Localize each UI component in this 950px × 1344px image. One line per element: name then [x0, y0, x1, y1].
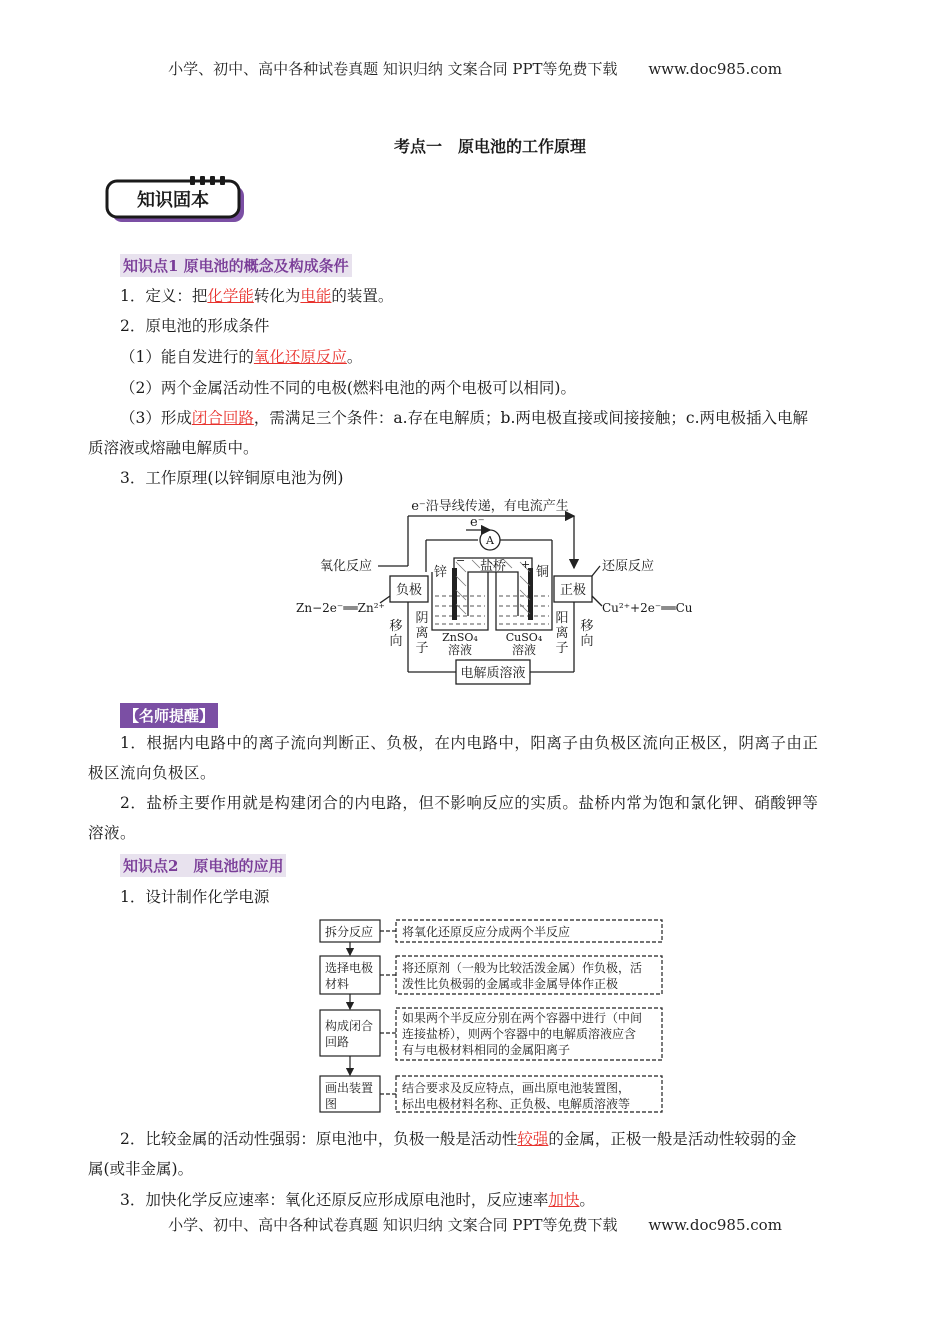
condition-3-cont: 质溶液或熔融电解质中。 — [88, 439, 259, 457]
desc-4b: 标出电极材料名称、正负极、电解质溶液等 — [402, 1097, 631, 1111]
right-move-label: 移向 — [580, 619, 594, 649]
minus-sign: − — [456, 554, 466, 567]
text: 。 — [346, 348, 363, 366]
oxidation-label: 氧化反应 — [320, 559, 373, 574]
condition-2: （2）两个金属活动性不同的电极(燃料电池的两个电极可以相同)。 — [120, 379, 576, 397]
anion-label: 阴离子 — [415, 611, 429, 656]
cuso4-label: CuSO₄ — [505, 631, 543, 644]
text: （3）形成 — [120, 409, 192, 427]
step-4b: 图 — [325, 1097, 338, 1111]
answer-chemical-energy: 化学能 — [207, 287, 254, 305]
answer-electric-energy: 电能 — [300, 287, 332, 305]
text: 1．定义：把 — [120, 287, 208, 305]
text: 。 — [579, 1191, 595, 1209]
step-4a: 画出装置 — [325, 1081, 374, 1095]
definition-line — [120, 281, 393, 311]
desc-1: 将氧化还原反应分成两个半反应 — [402, 925, 571, 939]
page-footer — [0, 1214, 950, 1235]
step-2b: 材料 — [325, 977, 350, 991]
footer-text: 小学、初中、高中各种试卷真题 知识归纳 文案合同 PPT等免费下载 — [168, 1216, 618, 1234]
section2-heading: 知识点2 原电池的应用 — [120, 854, 286, 877]
header-text: 小学、初中、高中各种试卷真题 知识归纳 文案合同 PPT等免费下载 — [168, 60, 618, 78]
desc-2a: 将还原剂（一般为比较活泼金属）作负极，活 — [402, 961, 643, 975]
step-2a: 选择电极 — [325, 961, 374, 975]
copper-equation: Cu²⁺+2e⁻══Cu — [602, 601, 693, 615]
answer-faster: 加快 — [548, 1191, 580, 1209]
tip-2-cont: 溶液。 — [88, 824, 137, 842]
znso4-label: ZnSO₄ — [442, 631, 478, 644]
text: （1）能自发进行的 — [120, 348, 254, 366]
tip-1: 1．根据内电路中的离子流向判断正、负极，在内电路中，阳离子由负极区流向正极区，阴离子由正 — [120, 734, 819, 752]
section1-heading: 知识点1 原电池的概念及构成条件 — [120, 254, 352, 277]
app-compare — [120, 1124, 796, 1154]
plus-sign: + — [521, 558, 531, 571]
answer-redox: 氧化还原反应 — [253, 348, 347, 366]
principle-title: 3．工作原理(以锌铜原电池为例) — [120, 469, 344, 487]
text: 的装置。 — [331, 287, 394, 305]
negative-label: 负极 — [395, 583, 423, 598]
badge-text: 知识固本 — [137, 190, 209, 211]
text: 转化为 — [253, 287, 301, 305]
zinc-label: 锌 — [434, 565, 448, 580]
app-compare-cont: 属(或非金属)。 — [88, 1160, 194, 1178]
desc-4a: 结合要求及反应特点，画出原电池装置图， — [402, 1081, 631, 1095]
header-url[interactable]: www.doc985.com — [648, 60, 782, 78]
step-3a: 构成闭合 — [325, 1019, 374, 1033]
page-title: 考点一 原电池的工作原理 — [393, 137, 586, 156]
condition-3 — [120, 403, 808, 433]
design-title: 1．设计制作化学电源 — [120, 888, 270, 906]
knowledge-badge — [104, 176, 246, 224]
desc-3a: 如果两个半反应分别在两个容器中进行（中间 — [402, 1011, 643, 1025]
galvanic-cell-diagram — [290, 496, 710, 692]
tip-1-cont: 极区流向负极区。 — [88, 764, 217, 782]
cu-solution-label: 溶液 — [511, 643, 537, 657]
app-speed — [120, 1185, 595, 1215]
text: 3．加快化学反应速率：氧化还原反应形成原电池时，反应速率 — [120, 1191, 549, 1209]
desc-3b: 连接盐桥），则两个容器中的电解质溶液应含 — [402, 1027, 637, 1041]
footer-url[interactable]: www.doc985.com — [648, 1216, 782, 1234]
left-move-label: 移向 — [389, 619, 403, 649]
zn-solution-label: 溶液 — [447, 643, 473, 657]
conditions-title: 2．原电池的形成条件 — [120, 317, 270, 335]
tip-2: 2．盐桥主要作用就是构建闭合的内电路，但不影响反应的实质。盐桥内常为饱和氯化钾、硝酸钾等 — [120, 794, 819, 812]
answer-stronger: 较强 — [517, 1130, 549, 1148]
text: ，需满足三个条件：a.存在电解质；b.两电极直接或间接接触；c.两电极插入电解 — [253, 409, 809, 427]
copper-label: 铜 — [536, 565, 550, 580]
reduction-label: 还原反应 — [602, 559, 655, 574]
page-header — [0, 58, 950, 79]
zinc-equation: Zn−2e⁻══Zn²⁺ — [296, 601, 385, 615]
salt-bridge-label: 盐桥 — [479, 559, 507, 574]
desc-2b: 泼性比负极弱的金属或非金属导体作正极 — [402, 977, 619, 991]
ammeter-label: A — [486, 534, 494, 547]
tips-label: 【名师提醒】 — [120, 703, 218, 728]
cation-label: 阳离子 — [555, 611, 569, 656]
design-flowchart — [316, 916, 668, 1118]
desc-3c: 有与电极材料相同的金属阳离子 — [402, 1043, 571, 1057]
step-1: 拆分反应 — [325, 925, 374, 939]
electron-label: e⁻ — [470, 515, 485, 530]
text: 2．比较金属的活动性强弱：原电池中，负极一般是活动性 — [120, 1130, 518, 1148]
step-3b: 回路 — [325, 1035, 350, 1049]
electrolyte-label: 电解质溶液 — [460, 666, 526, 681]
condition-1 — [120, 342, 362, 372]
flow-caption: e⁻沿导线传递，有电流产生 — [411, 499, 569, 514]
text: 的金属，正极一般是活动性较弱的金 — [548, 1130, 797, 1148]
answer-closed-loop: 闭合回路 — [191, 409, 254, 427]
positive-label: 正极 — [559, 583, 587, 598]
step-3-box — [320, 1010, 380, 1056]
